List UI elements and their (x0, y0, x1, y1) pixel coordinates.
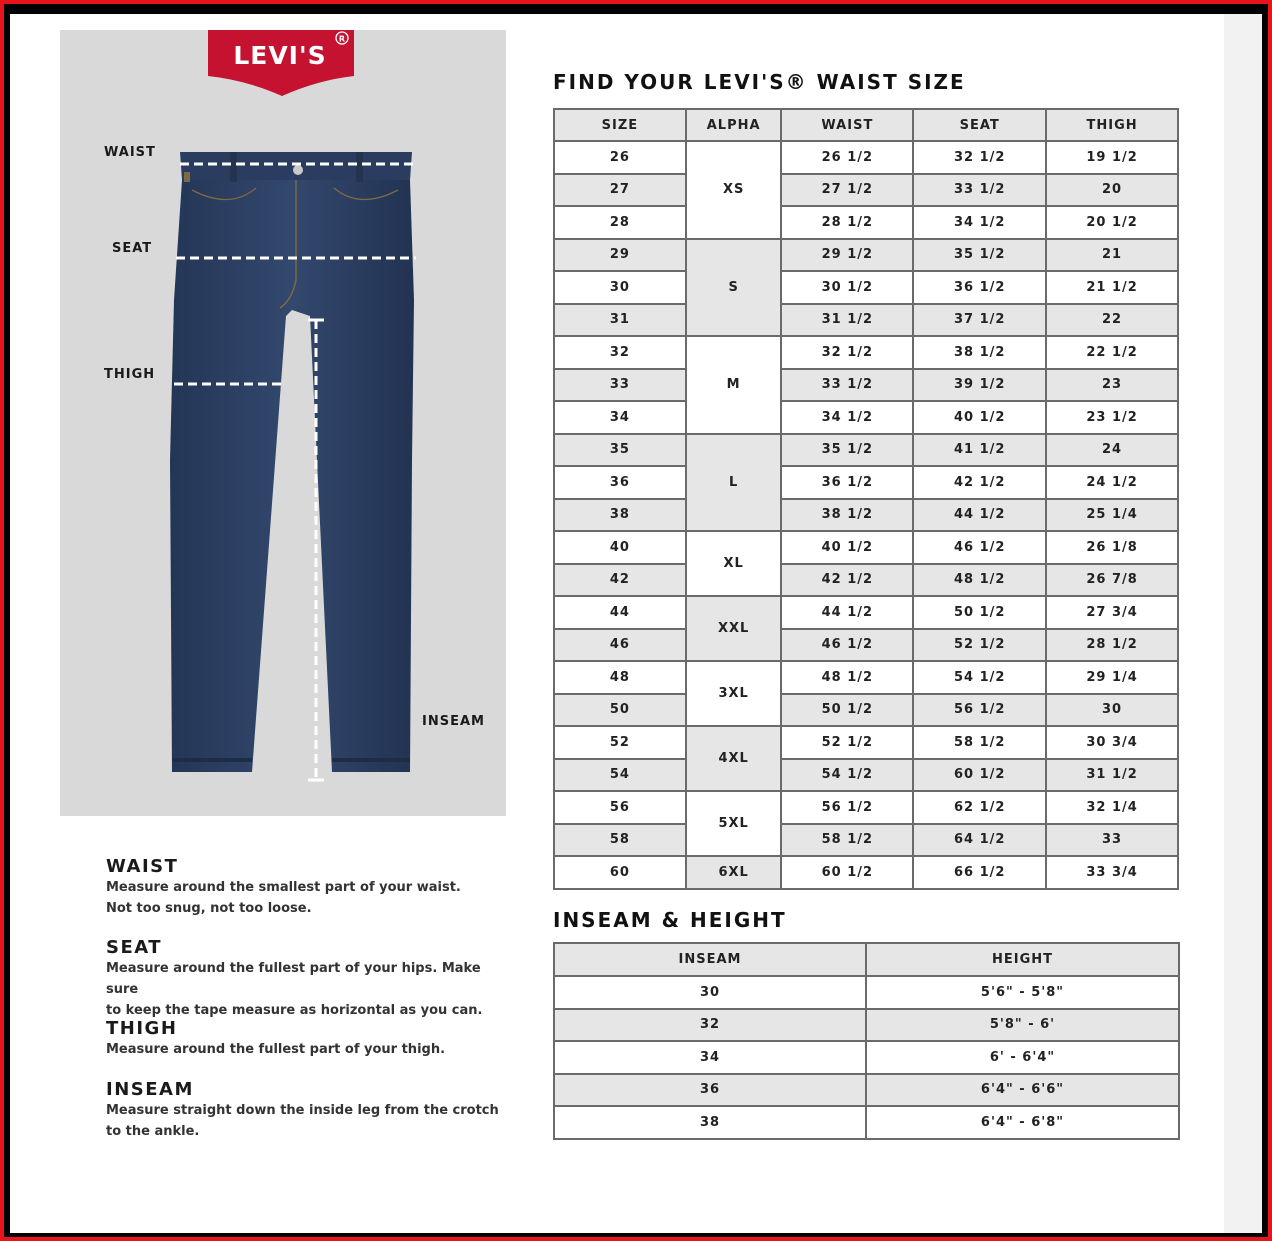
thigh-cell: 22 1/2 (1046, 336, 1178, 369)
waist-table-header-row (554, 109, 1178, 141)
seat-cell: 50 1/2 (913, 596, 1046, 629)
seat-cell: 44 1/2 (913, 499, 1046, 532)
thigh-cell: 28 1/2 (1046, 629, 1178, 662)
waist-cell: 54 1/2 (781, 759, 913, 792)
seat-cell: 54 1/2 (913, 661, 1046, 694)
waist-cell: 33 1/2 (781, 369, 913, 402)
table-row (554, 531, 1178, 564)
size-cell: 54 (554, 759, 686, 792)
height-cell: 6' - 6'4" (866, 1041, 1179, 1074)
desc-inseam (106, 1079, 516, 1142)
waist-cell: 28 1/2 (781, 206, 913, 239)
thigh-measure-label: THIGH (104, 367, 156, 382)
size-cell: 29 (554, 239, 686, 272)
table-row (554, 239, 1178, 272)
alpha-cell: 5XL (686, 791, 782, 856)
table-row (554, 304, 1178, 337)
levis-logo (206, 28, 358, 98)
desc-waist (106, 856, 516, 919)
table-row (554, 596, 1178, 629)
size-cell: 33 (554, 369, 686, 402)
desc-seat-line-2: to keep the tape measure as horizontal as you can. (106, 1003, 483, 1018)
seat-measure-label: SEAT (112, 241, 153, 256)
table-row (554, 499, 1178, 532)
size-cell: 44 (554, 596, 686, 629)
table-row (554, 759, 1178, 792)
table-row (554, 1041, 1179, 1074)
seat-cell: 41 1/2 (913, 434, 1046, 467)
thigh-cell: 30 3/4 (1046, 726, 1178, 759)
table-row (554, 976, 1179, 1009)
header-inseam: INSEAM (554, 943, 866, 976)
waist-cell: 46 1/2 (781, 629, 913, 662)
inseam-table-header-row (554, 943, 1179, 976)
waist-measure-label: WAIST (104, 145, 156, 160)
inseam-cell: 30 (554, 976, 866, 1009)
thigh-cell: 25 1/4 (1046, 499, 1178, 532)
header-alpha: ALPHA (686, 109, 782, 141)
inseam-height-table (553, 942, 1180, 1140)
size-cell: 40 (554, 531, 686, 564)
size-cell: 31 (554, 304, 686, 337)
waist-cell: 35 1/2 (781, 434, 913, 467)
waist-cell: 56 1/2 (781, 791, 913, 824)
header-seat: SEAT (913, 109, 1046, 141)
seat-cell: 40 1/2 (913, 401, 1046, 434)
table-row (554, 726, 1178, 759)
table-row (554, 141, 1178, 174)
inseam-cell: 38 (554, 1106, 866, 1139)
waist-cell: 32 1/2 (781, 336, 913, 369)
header-thigh: THIGH (1046, 109, 1178, 141)
waist-cell: 42 1/2 (781, 564, 913, 597)
desc-inseam-title: INSEAM (106, 1079, 194, 1100)
table-row (554, 174, 1178, 207)
size-cell: 34 (554, 401, 686, 434)
waist-cell: 60 1/2 (781, 856, 913, 889)
size-cell: 30 (554, 271, 686, 304)
table-row (554, 629, 1178, 662)
table-row (554, 271, 1178, 304)
thigh-cell: 31 1/2 (1046, 759, 1178, 792)
thigh-cell: 23 1/2 (1046, 401, 1178, 434)
desc-seat (106, 937, 516, 1021)
inseam-cell: 34 (554, 1041, 866, 1074)
table-row (554, 466, 1178, 499)
desc-inseam-line-1: Measure straight down the inside leg from the crotch (106, 1103, 499, 1118)
alpha-cell: XL (686, 531, 782, 596)
thigh-cell: 33 3/4 (1046, 856, 1178, 889)
desc-waist-title: WAIST (106, 856, 179, 877)
table-row (554, 401, 1178, 434)
height-cell: 6'4" - 6'6" (866, 1074, 1179, 1107)
table-row (554, 856, 1178, 889)
desc-seat-title: SEAT (106, 937, 163, 958)
waist-cell: 38 1/2 (781, 499, 913, 532)
table-row (554, 1106, 1179, 1139)
alpha-cell: M (686, 336, 782, 434)
size-cell: 26 (554, 141, 686, 174)
logo-text: LEVI'S (233, 41, 327, 70)
seat-cell: 35 1/2 (913, 239, 1046, 272)
waist-cell: 27 1/2 (781, 174, 913, 207)
table-row (554, 336, 1178, 369)
height-cell: 5'8" - 6' (866, 1009, 1179, 1042)
thigh-cell: 21 (1046, 239, 1178, 272)
thigh-cell: 30 (1046, 694, 1178, 727)
waist-cell: 26 1/2 (781, 141, 913, 174)
inseam-height-title: INSEAM & HEIGHT (553, 908, 787, 932)
alpha-cell: 6XL (686, 856, 782, 889)
alpha-cell: 3XL (686, 661, 782, 726)
size-cell: 58 (554, 824, 686, 857)
table-row (554, 824, 1178, 857)
desc-waist-line-1: Measure around the smallest part of your waist. (106, 880, 461, 895)
size-cell: 48 (554, 661, 686, 694)
registered-mark: R (338, 34, 346, 44)
thigh-cell: 19 1/2 (1046, 141, 1178, 174)
alpha-cell: L (686, 434, 782, 532)
alpha-cell: XS (686, 141, 782, 239)
size-cell: 36 (554, 466, 686, 499)
table-row (554, 434, 1178, 467)
inseam-measure-label: INSEAM (422, 714, 485, 729)
table-row (554, 369, 1178, 402)
thigh-cell: 22 (1046, 304, 1178, 337)
seat-cell: 37 1/2 (913, 304, 1046, 337)
table-row (554, 694, 1178, 727)
size-cell: 27 (554, 174, 686, 207)
alpha-cell: 4XL (686, 726, 782, 791)
waist-cell: 44 1/2 (781, 596, 913, 629)
desc-inseam-line-2: to the ankle. (106, 1124, 200, 1139)
seat-cell: 38 1/2 (913, 336, 1046, 369)
size-cell: 38 (554, 499, 686, 532)
inseam-cell: 36 (554, 1074, 866, 1107)
thigh-cell: 32 1/4 (1046, 791, 1178, 824)
seat-cell: 64 1/2 (913, 824, 1046, 857)
thigh-cell: 20 1/2 (1046, 206, 1178, 239)
waist-size-title: FIND YOUR LEVI'S® WAIST SIZE (553, 70, 966, 94)
desc-seat-line-1: Measure around the fullest part of your hips. Make sure (106, 961, 481, 997)
seat-cell: 66 1/2 (913, 856, 1046, 889)
size-cell: 28 (554, 206, 686, 239)
seat-cell: 52 1/2 (913, 629, 1046, 662)
jeans-illustration (160, 140, 430, 790)
size-cell: 46 (554, 629, 686, 662)
table-row (554, 564, 1178, 597)
seat-cell: 48 1/2 (913, 564, 1046, 597)
table-row (554, 661, 1178, 694)
seat-cell: 32 1/2 (913, 141, 1046, 174)
size-cell: 52 (554, 726, 686, 759)
seat-cell: 46 1/2 (913, 531, 1046, 564)
sheet-edge (1224, 14, 1262, 1233)
thigh-cell: 24 1/2 (1046, 466, 1178, 499)
thigh-cell: 26 7/8 (1046, 564, 1178, 597)
table-row (554, 1009, 1179, 1042)
seat-cell: 36 1/2 (913, 271, 1046, 304)
header-size: SIZE (554, 109, 686, 141)
seat-cell: 60 1/2 (913, 759, 1046, 792)
table-row (554, 791, 1178, 824)
header-height: HEIGHT (866, 943, 1179, 976)
inseam-cell: 32 (554, 1009, 866, 1042)
thigh-cell: 33 (1046, 824, 1178, 857)
seat-cell: 34 1/2 (913, 206, 1046, 239)
thigh-cell: 27 3/4 (1046, 596, 1178, 629)
seat-cell: 42 1/2 (913, 466, 1046, 499)
thigh-cell: 20 (1046, 174, 1178, 207)
thigh-cell: 26 1/8 (1046, 531, 1178, 564)
desc-thigh-line-1: Measure around the fullest part of your thigh. (106, 1042, 446, 1057)
waist-cell: 29 1/2 (781, 239, 913, 272)
height-cell: 6'4" - 6'8" (866, 1106, 1179, 1139)
waist-cell: 30 1/2 (781, 271, 913, 304)
size-cell: 32 (554, 336, 686, 369)
desc-waist-line-2: Not too snug, not too loose. (106, 901, 312, 916)
size-cell: 35 (554, 434, 686, 467)
header-waist: WAIST (781, 109, 913, 141)
waist-cell: 31 1/2 (781, 304, 913, 337)
seat-cell: 58 1/2 (913, 726, 1046, 759)
table-row (554, 1074, 1179, 1107)
waist-cell: 34 1/2 (781, 401, 913, 434)
table-row (554, 206, 1178, 239)
alpha-cell: S (686, 239, 782, 337)
thigh-cell: 21 1/2 (1046, 271, 1178, 304)
waist-cell: 48 1/2 (781, 661, 913, 694)
size-chart-sheet (10, 14, 1262, 1233)
alpha-cell: XXL (686, 596, 782, 661)
waist-cell: 52 1/2 (781, 726, 913, 759)
size-cell: 56 (554, 791, 686, 824)
thigh-cell: 23 (1046, 369, 1178, 402)
desc-thigh-title: THIGH (106, 1018, 178, 1039)
size-cell: 60 (554, 856, 686, 889)
seat-cell: 56 1/2 (913, 694, 1046, 727)
size-cell: 42 (554, 564, 686, 597)
desc-thigh (106, 1018, 516, 1060)
thigh-cell: 29 1/4 (1046, 661, 1178, 694)
seat-cell: 62 1/2 (913, 791, 1046, 824)
waist-cell: 50 1/2 (781, 694, 913, 727)
waist-cell: 40 1/2 (781, 531, 913, 564)
height-cell: 5'6" - 5'8" (866, 976, 1179, 1009)
seat-cell: 39 1/2 (913, 369, 1046, 402)
thigh-cell: 24 (1046, 434, 1178, 467)
waist-cell: 36 1/2 (781, 466, 913, 499)
waist-size-table (553, 108, 1179, 890)
size-cell: 50 (554, 694, 686, 727)
waist-cell: 58 1/2 (781, 824, 913, 857)
seat-cell: 33 1/2 (913, 174, 1046, 207)
